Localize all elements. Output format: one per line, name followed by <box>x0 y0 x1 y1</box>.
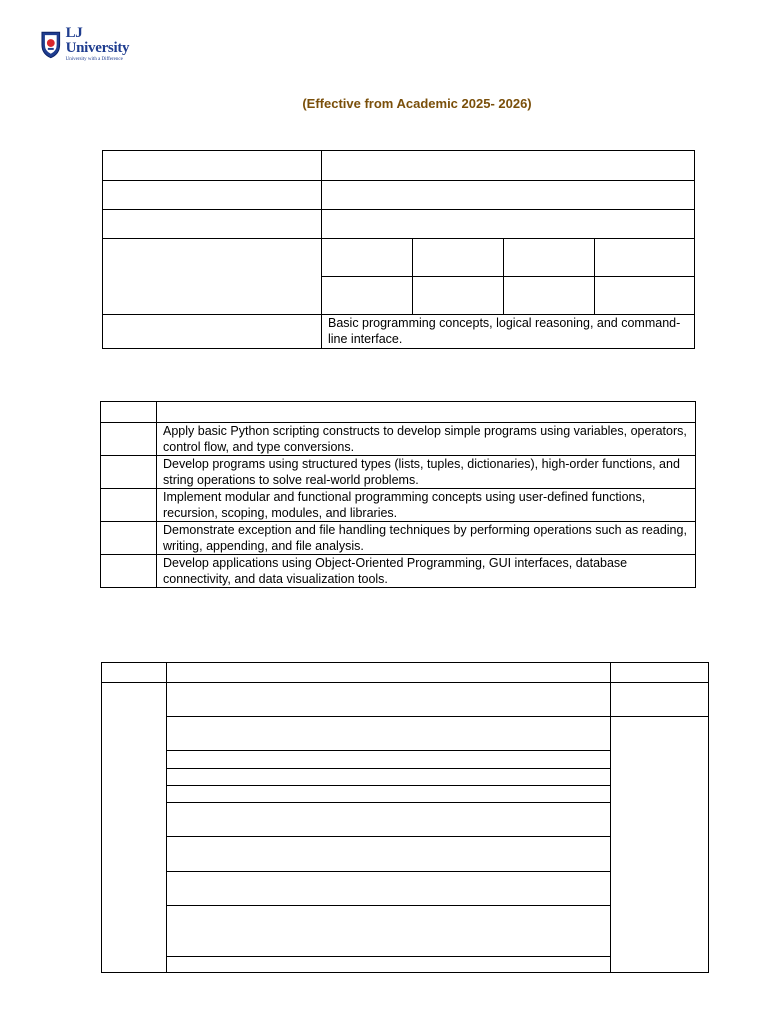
table-cell <box>611 683 709 717</box>
table-cell <box>101 456 157 489</box>
course-outcomes-table <box>100 401 696 588</box>
outcome-text: Apply basic Python scripting constructs to develop simple programs using variables, operators, control flow, and type conversions. <box>157 423 696 456</box>
table-cell <box>611 717 709 973</box>
table-cell <box>101 489 157 522</box>
table-cell <box>103 315 322 349</box>
table-cell <box>102 683 167 973</box>
table-cell <box>167 837 611 872</box>
table-row <box>101 522 696 555</box>
table-cell <box>103 239 322 315</box>
course-details-table <box>102 150 695 349</box>
table-cell <box>101 555 157 588</box>
table-cell <box>167 769 611 786</box>
table-cell <box>167 906 611 957</box>
table-cell <box>103 181 322 210</box>
table-cell <box>322 181 695 210</box>
table-row <box>102 683 709 717</box>
table-cell <box>595 239 695 277</box>
table-cell <box>101 423 157 456</box>
table-cell <box>101 402 157 423</box>
logo-name: LJ University <box>65 25 130 56</box>
table-cell <box>167 872 611 906</box>
outcome-text: Develop programs using structured types (lists, tuples, dictionaries), high-order functions, and string operations to solve real-world problems. <box>157 456 696 489</box>
table-row <box>103 315 695 349</box>
table-cell <box>504 277 595 315</box>
table-cell <box>413 239 504 277</box>
table-cell <box>413 277 504 315</box>
table-cell <box>322 239 413 277</box>
table-cell <box>322 151 695 181</box>
table-cell <box>595 277 695 315</box>
outcome-text: Develop applications using Object-Oriented Programming, GUI interfaces, database connectivity, and data visualization tools. <box>157 555 696 588</box>
outcome-text: Implement modular and functional programming concepts using user-defined functions, recursion, scoping, modules, and libraries. <box>157 489 696 522</box>
table-cell <box>103 151 322 181</box>
table-cell <box>167 717 611 751</box>
table-cell <box>101 522 157 555</box>
table-cell <box>322 210 695 239</box>
university-logo <box>40 24 148 64</box>
table-row <box>103 210 695 239</box>
table-cell <box>167 957 611 973</box>
table-row <box>103 239 695 277</box>
table-cell <box>103 210 322 239</box>
table-cell <box>167 786 611 803</box>
table-cell <box>167 751 611 769</box>
table-row <box>101 555 696 588</box>
table-row <box>103 181 695 210</box>
table-row <box>101 489 696 522</box>
table-row <box>103 151 695 181</box>
table-row <box>102 663 709 683</box>
table-cell <box>322 277 413 315</box>
table-row <box>102 717 709 751</box>
outcome-text: Demonstrate exception and file handling techniques by performing operations such as reading, writing, appending, and file analysis. <box>157 522 696 555</box>
prerequisites-text: Basic programming concepts, logical reasoning, and command-line interface. <box>322 315 695 349</box>
table-row <box>101 423 696 456</box>
table-row <box>101 456 696 489</box>
table-cell <box>167 683 611 717</box>
syllabus-table <box>101 662 709 973</box>
table-cell <box>102 663 167 683</box>
table-cell <box>504 239 595 277</box>
table-row <box>101 402 696 423</box>
table-cell <box>167 663 611 683</box>
table-cell <box>611 663 709 683</box>
effective-year-heading: (Effective from Academic 2025- 2026) <box>302 96 532 111</box>
table-cell <box>167 803 611 837</box>
crest-icon <box>40 29 62 59</box>
table-cell <box>157 402 696 423</box>
logo-tagline: University with a Difference <box>65 57 123 62</box>
